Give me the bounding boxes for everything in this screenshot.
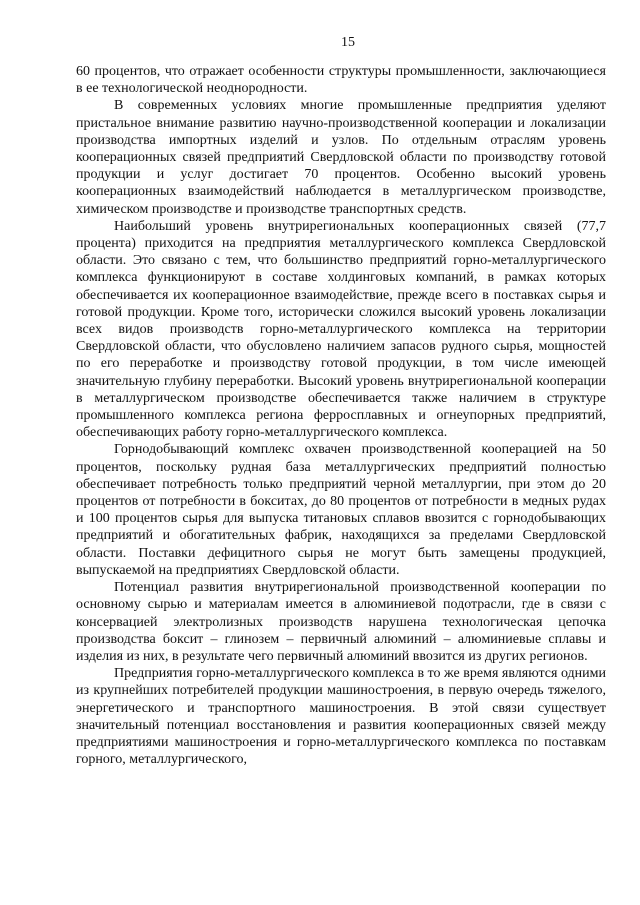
paragraph-6: Предприятия горно-металлургического комплекса в то же время являются одними из крупнейших потребителей продукции машиностроения, в первую очередь тяжелого, энергетического и транспортного машиностроения. В этой связи существует значительный потенциал восстановления и развития кооперационных связей между предприятиями машиностроения и горно-металлургического комплекса по поставкам горного, металлургического, (76, 666, 606, 768)
paragraph-5: Потенциал развития внутрирегиональной производственной кооперации по основному сырью и материалам имеется в алюминиевой подотрасли, где в связи с консервацией электролизных производств нарушена технологическая цепочка производства боксит – глинозем – первичный алюминий – алюминиевые сплавы и изделия из них, в результате чего первичный алюминий ввозится из других регионов. (76, 580, 606, 664)
paragraph-2: В современных условиях многие промышленные предприятия уделяют пристальное внимание развитию научно-производственной кооперации и локализации производства импортных изделий и узлов. По отдельным отраслям уровень кооперационных связей предприятий Свердловской области по производству готовой продукции и услуг достигает 70 процентов. Особенно высокий уровень кооперационных взаимодействий наблюдается в металлургическом производстве, химическом производстве и производстве транспортных средств. (76, 98, 606, 217)
paragraph-3: Наибольший уровень внутрирегиональных кооперационных связей (77,7 процента) приходится на предприятия металлургического комплекса Свердловской области. Это связано с тем, что большинство предприятий горно-металлургического комплекса функционируют в составе холдинговых компаний, в рамках которых обеспечивается их кооперационное взаимодействие, прежде всего в поставках сырья и готовой продукции. Кроме того, исторически сложился высокий уровень локализации всех видов производств горно-металлургического комплекса на территории Свердловской области, что обусловлено наличием запасов рудного сырья, мощностей по его переработке и производству готовой продукции, в том числе имеющей значительную глубину переработки. Высокий уровень внутрирегиональной кооперации в металлургическом производстве обеспечивается также наличием в структуре промышленного комплекса региона ферросплавных и огнеупорных предприятий, обеспечивающих работу горно-металлургического комплекса. (76, 218, 606, 441)
page-number: 15 (341, 35, 355, 50)
paragraph-4: Горнодобывающий комплекс охвачен производственной кооперацией на 50 процентов, поскольку рудная база металлургических предприятий полностью обеспечивает потребность только предприятий черной металлургии, при этом до 20 процентов от потребности в бокситах, до 80 процентов от потребности в медных рудах и 100 процентов сырья для выпуска титановых сплавов ввозится с горнодобывающих предприятий и обогатительных фабрик, находящихся за пределами Свердловской области. Поставки дефицитного сырья не могут быть замещены продукцией, выпускаемой на предприятиях Свердловской области. (76, 442, 606, 578)
paragraph-1: 60 процентов, что отражает особенности структуры промышленности, заключающиеся в ее технологической неоднородности. (76, 64, 606, 97)
document-page (76, 34, 606, 768)
